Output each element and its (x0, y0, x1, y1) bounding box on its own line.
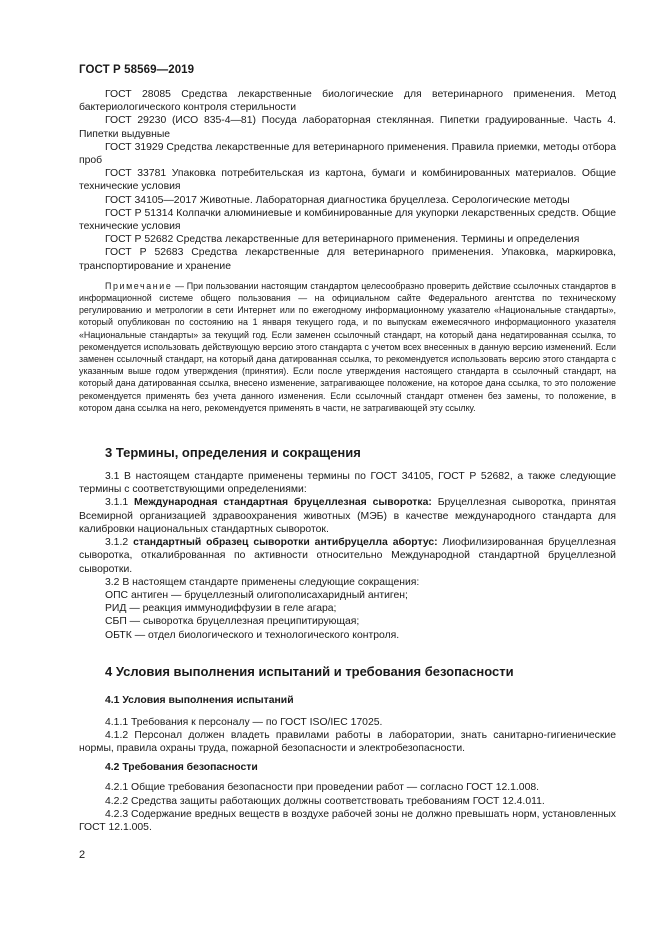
reference-item: ГОСТ 34105—2017 Животные. Лабораторная диагностика бруцеллеза. Серологические методы (105, 194, 570, 206)
term-definition: Бруцеллезная сыворотка, принятая Всемирной организацией здравоохранения животных (МЭБ) в качестве международного стандарта для калибровки национальных стандартных сывороток. (79, 497, 617, 535)
abbreviation-item: ОБТК — отдел биологического и технологического контроля. (105, 629, 400, 641)
clause-4-2-2: 4.2.2 Средства защиты работающих должны соответствовать требованиям ГОСТ 12.4.011. (105, 795, 545, 807)
note-label: Примечание (105, 280, 173, 291)
term-name: Международная стандартная бруцеллезная сыворотка: (134, 497, 432, 509)
subsection-4-2-heading: 4.2 Требования безопасности (105, 762, 258, 774)
reference-item: ГОСТ Р 52683 Средства лекарственные для ветеринарного применения. Упаковка, маркировка, транспортирование и хранение (79, 247, 616, 272)
reference-item: ГОСТ 33781 Упаковка потребительская из картона, бумаги и комбинированных материалов. Общие технические условия (79, 168, 616, 193)
section-4-heading: 4 Условия выполнения испытаний и требования безопасности (105, 663, 514, 679)
section-3-body (79, 470, 616, 642)
reference-item: ГОСТ Р 52682 Средства лекарственные для ветеринарного применения. Термины и определения (105, 234, 580, 246)
document-header: ГОСТ Р 58569—2019 (79, 64, 195, 76)
reference-item: ГОСТ 29230 (ИСО 835-4—81) Посуда лабораторная стеклянная. Пипетки градуированные. Часть 4. Пипетки выдувные (79, 115, 616, 140)
abbreviation-item: РИД — реакция иммунодиффузии в геле агара; (105, 603, 337, 615)
reference-item: ГОСТ 28085 Средства лекарственные биологические для ветеринарного применения. Метод бактериологического контроля стерильности (79, 89, 616, 114)
references-note (79, 280, 616, 414)
normative-references-list (79, 88, 616, 273)
note-text: — При пользовании настоящим стандартом целесообразно проверить действие ссылочных стандартов в информационной системе общего пользования — на официальном сайте Федерального агентства по техническому регулированию и метрологии в сети Интернет или по ежегодному информационному указателю «Национальные стандарты», который опубликован по состоянию на 1 января текущего года, и по выпускам ежемесячного информационного указателя «Национальные стандарты» за текущий год. Если заменен ссылочный стандарт, на который дана недатированная ссылка, то рекомендуется использовать действующую версию этого стандарта с учетом всех внесенных в данную версию изменений. Если заменен ссылочный стандарт, на который дана датированная ссылка, то рекомендуется использовать версию этого стандарта с указанным выше годом утверждения (принятия). Если после утверждения настоящего стандарта в ссылочный стандарт, на который дана датированная ссылка, внесено изменение, затрагивающее положение, на которое дана ссылка, то это положение рекомендуется применять без учета данного изменения. Если ссылочный стандарт отменен без замены, то положение, в котором дана ссылка на него, рекомендуется применять в части, не затрагивающей эту ссылку. (79, 280, 616, 413)
section-3-heading: 3 Термины, определения и сокращения (105, 445, 361, 461)
page-content (79, 88, 616, 834)
term-definition: Лиофилизированная бруцеллезная сыворотка, откалиброванная по активности относительно Международной стандартной бруцеллезной сыворотки. (79, 537, 616, 575)
clause-3-1-2 (79, 536, 616, 576)
page-number: 2 (79, 849, 86, 861)
clause-3-1-1 (79, 496, 616, 536)
clause-3-2: 3.2 В настоящем стандарте применены следующие сокращения: (105, 576, 420, 588)
term-name: стандартный образец сыворотки антибруцелла абортус: (133, 537, 438, 549)
reference-item: ГОСТ Р 51314 Колпачки алюминиевые и комбинированные для укупорки лекарственных средств. Общие технические условия (79, 207, 616, 233)
abbreviation-item: ОПС антиген — бруцеллезный олигополисахаридный антиген; (105, 589, 408, 601)
clause-3-1: 3.1 В настоящем стандарте применены термины по ГОСТ 34105, ГОСТ Р 52682, а также следующие термины с соответствующими определениями: (79, 471, 616, 496)
clause-number: 3.1.1 (105, 497, 135, 509)
clause-number: 3.1.2 (105, 537, 134, 549)
clause-4-2-3: 4.2.3 Содержание вредных веществ в воздухе рабочей зоны не должно превышать норм, установленных ГОСТ 12.1.005. (79, 808, 616, 833)
clause-4-2-1: 4.2.1 Общие требования безопасности при проведении работ — согласно ГОСТ 12.1.008. (105, 782, 540, 794)
subsection-4-2-body (79, 781, 616, 834)
abbreviation-item: СБП — сыворотка бруцеллезная преципитирующая; (105, 616, 360, 628)
reference-item: ГОСТ 31929 Средства лекарственные для ветеринарного применения. Правила приемки, методы отбора проб (79, 141, 616, 167)
clause-4-1-2: 4.1.2 Персонал должен владеть правилами работы в лаборатории, знать санитарно-гигиенические нормы, правила охраны труда, пожарной безопасности и электробезопасности. (79, 729, 616, 755)
clause-4-1-1: 4.1.1 Требования к персоналу — по ГОСТ ISO/IEC 17025. (105, 716, 383, 728)
subsection-4-1-body (79, 716, 616, 756)
subsection-4-1-heading: 4.1 Условия выполнения испытаний (105, 694, 294, 706)
